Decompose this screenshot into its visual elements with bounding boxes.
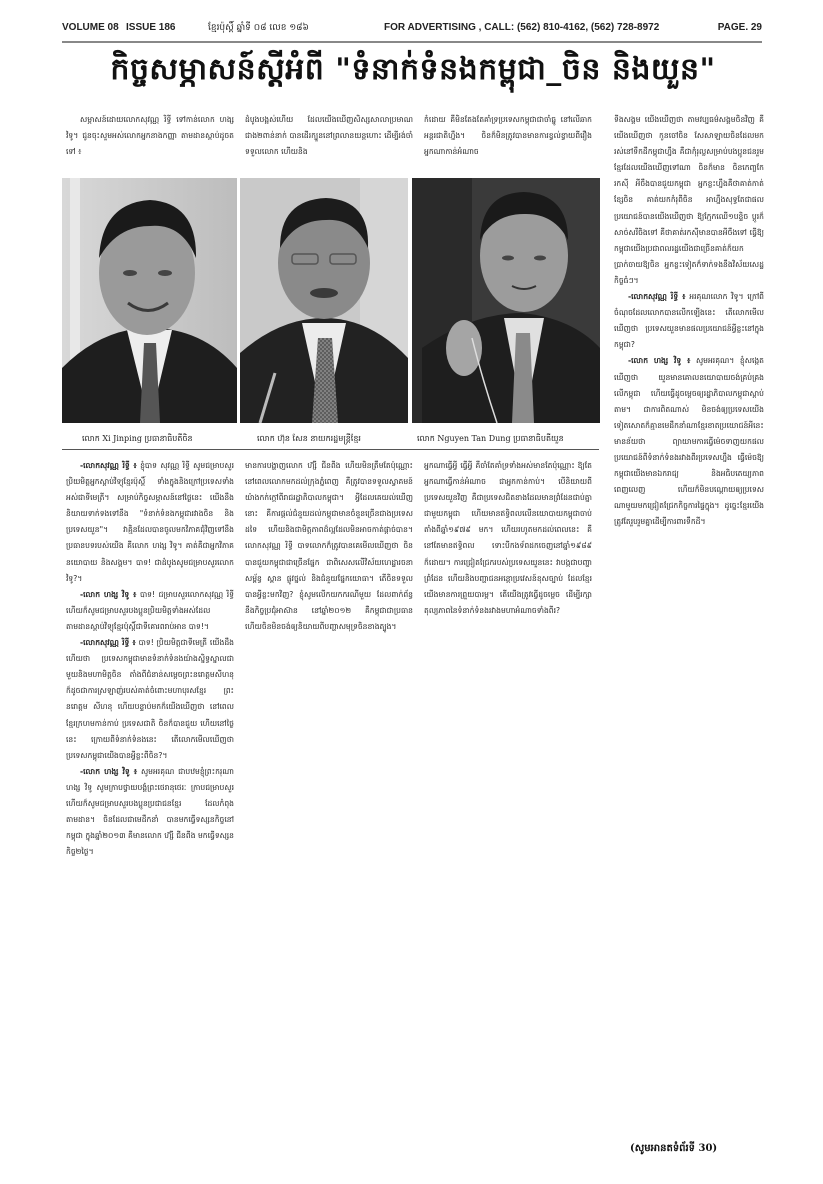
photo-nguyen-tan-dung (412, 178, 600, 423)
qa-paragraph (66, 635, 234, 764)
speaker-label: -លោកសុវណ្ណ រិទ្ធី ៖ (80, 461, 137, 470)
intro-col-2 (245, 112, 413, 164)
qa-paragraph (614, 289, 764, 353)
speaker-label: -លោក ហង្ស វិទូ ៖ (80, 589, 137, 599)
speaker-label: -លោកសុវណ្ណ រិទ្ធី ៖ (628, 292, 686, 302)
page-header (62, 20, 762, 36)
advertising-contact: FOR ADVERTISING , CALL: (562) 810-4162, (562) 728-8972 (384, 22, 660, 33)
portrait-hun-sen-image (240, 178, 408, 423)
qa-text: សូមអរគុណ។ ខ្ញុំសង្កេតឃើញថា យួនមានគោលនយោបាយចង់គ្រប់គ្រងលើកម្ពុជា ហើយធ្វើដូចម្តេចឲ្យរដ្ឋាភិបាលកម្ពុជាស្តាប់តាម។ ជាការពិតណាស់ មិនចង់ឲ្យប្រទេសយើងទៀតសោតក៏គ្មានមេដឹកនាំណាខ្មែរខាតប្រយោជន៍អីនេះ មានន័យថា ព្យាយាមការធ្វើម៉េចទាញយកផលប្រយោជន៍ពីទំនាក់ទំនងរវាងពីរប្រទេសហ្នឹង ធ្វើម៉េចឱ្យកម្ពុជាយើងមានឯករាជ្យ និងអធិបតេយ្យភាពពេញលេញ ហើយក៏មិនបណ្តោយឲ្យប្រទេសណាមួយមកជ្រៀតជ្រែកកិច្ចការផ្ទៃក្នុង។ ដូច្នេះខ្មែរយើងត្រូវតែរួបរួមគ្នាដើម្បីការពារទឹកដី។ (614, 356, 764, 527)
qa-paragraph (66, 587, 234, 635)
intro-col-1 (66, 112, 234, 164)
khmer-issue-label: ខ្មែរប៉ុស្តិ៍ ឆ្នាំទី ០៨ លេខ ១៨៦ (208, 23, 309, 33)
caption-hun-sen: លោក ហ៊ុន សែន នាយករដ្ឋមន្ត្រីខ្មែរ (257, 434, 361, 443)
body-col-2 (245, 458, 413, 1138)
qa-text: បាទ! ជម្រាបសួរលោកសុវណ្ណ រិទ្ធី ហើយក៏សូមជម្រាបសួរបងប្អូនប្រិយមិត្តទាំងអស់ដែលតាមដានស្តាប់វិទ្យុខ្មែរប៉ុស្តិ៍ជាទីគោរពរាប់អាន បាទ!។ (66, 589, 234, 631)
page-number: PAGE. 29 (717, 22, 762, 33)
intro-paragraph: សម្ភាសន៍ដោយលោកសុវណ្ណ រិទ្ធី ទៅកាន់លោក ហង្ស វិទូ។ ជូនចុះសួមអស់លោកអ្នកនាងកញ្ញា តាមដានស្តាប់ដូចតទៅ ៖ (66, 115, 234, 157)
qa-paragraph (614, 353, 764, 530)
qa-text: ខ្ញុំបាទ សុវណ្ណ រិទ្ធី សូមជម្រាបសួរប្រិយមិត្តអ្នកស្តាប់វិទ្យុខ្មែរប៉ុស្តិ៍ ទាំងក្នុងនិងក្រៅប្រទេសទាំងអស់ជាទីមេត្រី។ សម្រាប់កិច្ចសម្ភាសន៍នៅថ្ងៃនេះ យើងនឹងនិយាយទាក់ទងទៅនឹង "ទំនាក់ទំនងកម្ពុជារវាងចិន និងប្រទេសយួន"។ វាគ្មិនដែលបានចូលមកវិភាគជុំវិញទៅនឹងប្រធានបទរបស់យើង គឺលោក ហង្ស វិទូ។ គាត់គឺជាអ្នកវិភាគនយោបាយ និងសង្គម។ បាទ! ជាដំបូងសូមជម្រាបសួរលោក វិទូ?។ (66, 461, 234, 583)
speaker-label: -លោក ហង្ស វិទូ ៖ (628, 356, 691, 366)
photo-captions (62, 425, 599, 450)
portrait-xi-jinping-image (62, 178, 237, 423)
photo-hun-sen (240, 178, 408, 423)
body-col-4 (614, 112, 764, 1136)
body-paragraph: អ្នកណាធ្វើអ្វី ធ្វើអ្វី គឺចាំតែគាំទ្រទាំងអស់មានតែប៉ុណ្ណោះ ឱ្យតែអ្នកណាធ្វើកាន់អំណាច ជាអ្នកកាន់កាប់។ បើនិយាយពីប្រទេសយួនវិញ គឺជាប្រទេសជិតខាងដែលមានព្រំដែនជាប់គ្នាជាមួយកម្ពុជា ហើយមានឥទ្ធិពលលើនយោបាយកម្ពុជាចាប់តាំងពីឆ្នាំ១៩៧៩ មក។ ហើយរហូតមកដល់ពេលនេះ គឺនៅតែមានឥទ្ធិពល ទោះបីកងទ័ពដកចេញនៅឆ្នាំ១៩៨៩ ក៏ដោយ។ ការជ្រៀតជ្រែករបស់ប្រទេសយួននេះ វាបង្កជាបញ្ហាព្រំដែន ហើយនិងបញ្ហាជនអន្តោប្រវេសន៍ខុសច្បាប់ ដែលខ្មែរយើងមានការព្រួយបារម្ភ។ តើយើងត្រូវធ្វើដូចម្តេច ដើម្បីរក្សាតុល្យភាពនៃទំនាក់ទំនងរវាងមហាអំណាចទាំងពីរ? (424, 461, 592, 615)
caption-nguyen-tan-dung: លោក Nguyen Tan Dung ប្រធានាធិបតីយួន (417, 434, 564, 443)
headline: កិច្ចសម្ភាសន៍ស្តីអំពី "ទំនាក់ទំនងកម្ពុជា_ចិន និងយួន" (110, 52, 716, 87)
qa-paragraph (66, 458, 234, 587)
intro-paragraph: ដំបូងបង្អស់ហើយ ដែលយើងឃើញសិស្សសាលាប្រមាណជាង២ពាន់នាក់ បានដើរក្បួននៅព្រលានយន្តហោះ ដើម្បីរង់ចាំទទួលលោក ហើយនិង (245, 115, 413, 157)
body-col-1 (66, 458, 234, 1138)
intro-paragraph: កំដោយ គឺមិនតែងតែគាំទ្រប្រទេសកម្ពុជាជាចាំធ្នូ នៅលើឆាកអន្តរជាតិហ្នឹង។ ចិនក៏មិនត្រូវបានមានការខ្វល់ខ្វាយពីរឿងអ្នកណាកាន់អំណាច (424, 115, 592, 157)
qa-text: បាទ! ប្រិយមិត្តជាទីមេត្រី យើងដឹងហើយថា ប្រទេសកម្ពុជាមានទំនាក់ទំនងយ៉ាងស្និទ្ធស្នាលជាមួយនិងមហាមិត្តចិន តាំងពីជំនាន់សម្តេចព្រះនរោត្តមសីហនុ ក៏ដូចជាការស្រឡាញ់របស់គាត់ចំពោះមហាបុរសខ្មែរ ព្រះនរោត្តម សីហនុ ហើយបន្ទាប់មកក៏យើងឃើញថា នៅពេលខ្មែរក្រហមកាន់កាប់ ប្រទេសជាតិ ចិនក៏បានជួយ ហើយនៅថ្ងៃនេះ ក្រោយពីទំនាក់ទំនងនេះ តើលោកមើលឃើញថា ប្រទេសកម្ពុជាយើងបានអ្វីខ្លះពីចិន?។ (66, 638, 234, 760)
volume-label: VOLUME 08 (62, 22, 119, 33)
continued-on-page[interactable]: (សូមអានតទំព័រទី 30) (630, 1143, 718, 1154)
body-paragraph: ទីងសង្គម យើងឃើញថា តាមវប្បធម៌សង្គមចិនវិញ គឺយើងឃើញថា កូនចៅចិន សែសាឡាយចិនដែលមករស់នៅទឹកដីកម្ពុជាហ្នឹង គឺជាកុំរុល្លសម្រាប់បងប្អូនជនរួមខ្មែរដែលយើងឃើញទៅណា ចិនក៏មាន ចិនកេញ្ចកែរកស៊ី អីចឹងបានជួយកម្ពុជា អ្នកខ្លះហ្នឹងគឺថាគាត់កាត់ខ្សែចិន គាត់យកកំរុពីចិន អាហ្នឹងសុទ្ធតែជាផលប្រយោជន៍បានយើងឃើញថា ឱ្យកែ្មកឈើ១បន្ទិច ប្តូរក៏សាច់សរីចិងទៅ គឺថាគាត់រកស៊ីមានបានអីចឹងទៅ ធ្វើឱ្យកម្ពុជាយើងប្រជាពលរដ្ឋយើងជាច្រើនគាត់ក៏យកប្រាក់ចាយឱ្យចិន អ្នកខ្លះទៀតក៏ទាក់ទងនឹងវិស័យសេដ្ឋកិច្ចធំៗ។ (614, 115, 764, 285)
qa-text: សូមអរគុណ ជាបឋមខ្ញុំព្រះករុណា ហង្ស វិទូ សូមក្រាបថ្វាយបង្គំព្រះថេរានុថេរៈ ក្រាបជម្រាបសួរ ហើយក៏សូមជម្រាបសួរបងប្អូនប្រជាជនខ្មែរ ដែលកំពុងតាមដាន។ ចិនដែលជាមេដឹកនាំ បានមកធ្វើទស្សនកិច្ចនៅកម្ពុជា ក្នុងឆ្នាំ២០១៣ គឺមានលោក ហ៊្សី ជីនពីង មកធ្វើទស្សនកិច្ច២ថ្ងៃ។ (66, 766, 234, 857)
portrait-nguyen-tan-dung-image (412, 178, 600, 423)
issue-label: ISSUE 186 (126, 22, 176, 33)
body-col-3 (424, 458, 592, 1138)
header-divider (62, 41, 762, 43)
photo-xi-jinping (62, 178, 237, 423)
intro-col-3 (424, 112, 592, 164)
speaker-label: -លោក ហង្ស វិទូ ៖ (80, 766, 138, 776)
speaker-label: -លោកសុវណ្ណ រិទ្ធី ៖ (80, 638, 136, 648)
caption-xi-jinping: លោក Xi Jinping ប្រធានាធិបតីចិន (82, 434, 193, 443)
qa-text: អរគុណលោក វិទូ។ ក្រៅពីចំណុចដែលលោកបានលើកឡើងនេះ តើលោកមើលឃើញថា ប្រទេសយួនមានផលប្រយោជន៍អ្វីខ្លះនៅក្នុងកម្ពុជា? (614, 292, 764, 350)
body-paragraph: មានការបង្ហាញលោក ហ៊្សី ជីនពីង ហើយមិនត្រឹមតែប៉ុណ្ណោះ នៅពេលលោកមកដល់ក្រុងភ្នំពេញ គឺត្រូវបានទទួលស្វាគមន៍យ៉ាងកក់ក្តៅពីរាជរដ្ឋាភិបាលកម្ពុជា។ អ្វីដែលគេយល់ឃើញនោះ គឺការផ្តល់ជំនួយដល់កម្ពុជាមានចំនួនច្រើនជាងប្រទេសដទៃ ហើយនិងជាមិត្តភាពដ៏ល្អដែលមិនអាចកាត់ផ្តាច់បាន។ លោកសុវណ្ណ រិទ្ធី បាទលោកក៏ត្រូវបានគេមើលឃើញថា ចិនបានជួយកម្ពុជាជាច្រើនផ្នែក ជាពិសេសលើវិស័យហេដ្ឋារចនាសម្ព័ន្ធ ស្ពាន ផ្លូវថ្នល់ និងជំនួយផ្នែកយោធា។ តើចិនទទួលបានអ្វីខ្លះមកវិញ? ខ្ញុំសូមលើកយកករណីមួយ ដែលពាក់ព័ន្ធនឹងកិច្ចប្រជុំអាស៊ាន នៅឆ្នាំ២០១២ គឺកម្ពុជាជាប្រធាន ហើយចិនមិនចង់ឲ្យនិយាយពីបញ្ហាសមុទ្រចិនខាងត្បូង។ (245, 461, 413, 631)
qa-paragraph (66, 764, 234, 861)
